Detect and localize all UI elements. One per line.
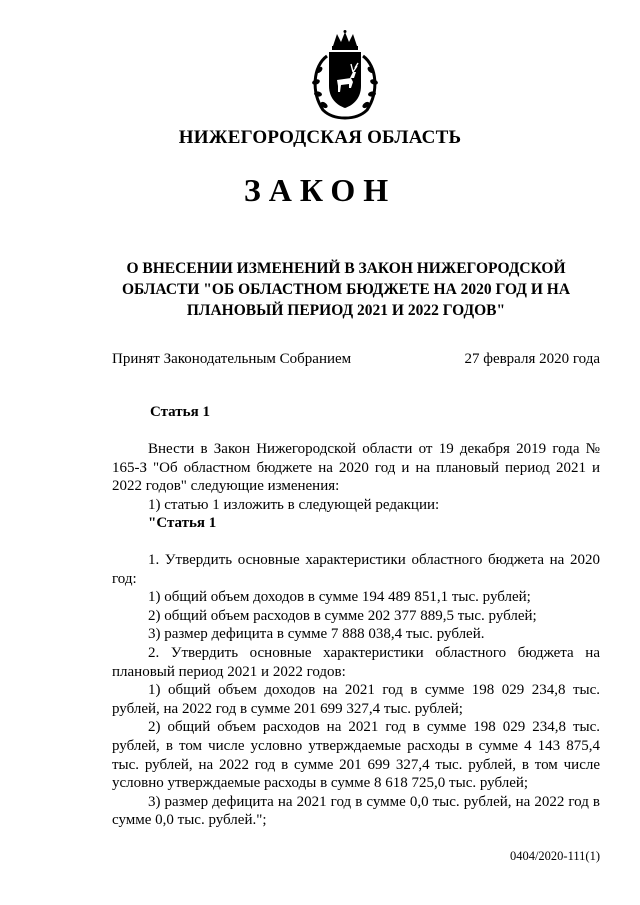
paragraph: Внести в Закон Нижегородской области от 19 декабря 2019 года № 165-З "Об областном бюджете на 2020 год и на плановый период 2021 и 2022 годов" следующие изменения: (112, 441, 600, 495)
paragraph: 1) статью 1 изложить в следующей редакции: (148, 496, 440, 513)
coat-of-arms-icon (303, 30, 387, 122)
article-heading: Статья 1 (150, 404, 210, 420)
quoted-article-heading: "Статья 1 (148, 515, 217, 532)
paragraph: 3) размер дефицита в сумме 7 888 038,4 тыс. рублей. (148, 626, 485, 643)
paragraph: 3) размер дефицита на 2021 год в сумме 0,0 тыс. рублей, на 2022 год в сумме 0,0 тыс. рублей."; (112, 793, 600, 829)
document-code: 0404/2020-111(1) (509, 849, 600, 863)
law-title-line: О ВНЕСЕНИИ ИЗМЕНЕНИЙ В ЗАКОН НИЖЕГОРОДСКОЙ (126, 260, 566, 277)
paragraph: 2) общий объем расходов в сумме 202 377 889,5 тыс. рублей; (148, 607, 537, 624)
paragraph: 2. Утвердить основные характеристики областного бюджета на плановый период 2021 и 2022 годов: (112, 644, 600, 680)
adopted-by: Принят Законодательным Собранием (112, 351, 352, 367)
paragraph: 1) общий объем доходов на 2021 год в сумме 198 029 234,8 тыс. рублей, на 2022 год в сумме 201 699 327,4 тыс. рублей; (112, 682, 600, 717)
region-name: НИЖЕГОРОДСКАЯ ОБЛАСТЬ (178, 127, 462, 148)
law-title-line: ОБЛАСТИ "ОБ ОБЛАСТНОМ БЮДЖЕТЕ НА 2020 ГОД И НА (121, 281, 571, 298)
article-body (112, 440, 600, 830)
paragraph: 1. Утвердить основные характеристики областного бюджета на 2020 год: (112, 551, 600, 587)
paragraph: 2) общий объем расходов на 2021 год в сумме 198 029 234,8 тыс. рублей, в том числе условно утверждаемые расходы в сумме 4 143 875,4 тыс. рублей, на 2022 год в сумме 201 699 327,4 тыс. рублей, в том числе условно утверждаемые расходы в сумме 8 618 725,0 тыс. рублей; (112, 719, 600, 792)
adopted-date: 27 февраля 2020 года (464, 351, 600, 367)
law-heading: ЗАКОН (243, 172, 397, 208)
paragraph: 1) общий объем доходов в сумме 194 489 851,1 тыс. рублей; (148, 589, 531, 606)
law-title-line: ПЛАНОВЫЙ ПЕРИОД 2021 И 2022 ГОДОВ" (186, 302, 506, 319)
law-title (100, 258, 592, 321)
